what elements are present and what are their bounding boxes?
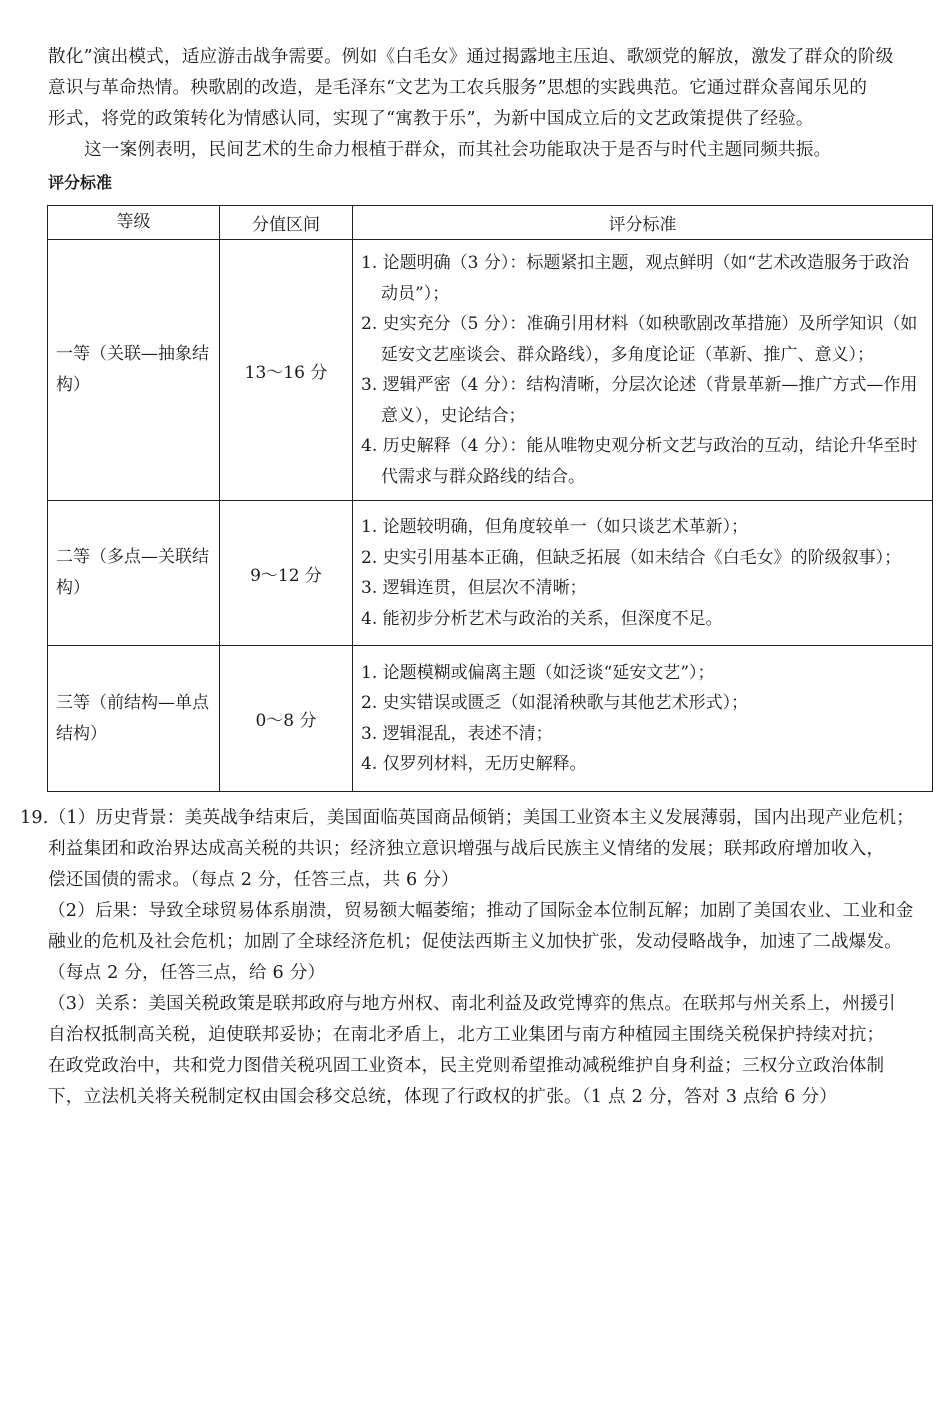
- question-19-answer: [20, 803, 936, 1113]
- conclusion-line: 这一案例表明，民间艺术的生命力根植于群众，而其社会功能取决于是否与时代主题同频共振。: [84, 140, 832, 160]
- table-row: [48, 240, 933, 501]
- criteria-item: 3. 逻辑混乱，表述不清；: [361, 723, 553, 744]
- criteria-item: 4. 能初步分析艺术与政治的关系，但深度不足。: [361, 608, 723, 629]
- criteria-item: 1. 论题明确（3 分）：标题紧扣主题，观点鲜明（如“艺术改造服务于政治动员”）；: [361, 253, 910, 304]
- answer-line: 在政党政治中，共和党力图借关税巩固工业资本，民主党则希望推动减税维护自身利益；三权分立政治体制: [48, 1056, 885, 1076]
- criteria-cell: [353, 240, 933, 501]
- answer-line: 利益集团和政治界达成高关税的共识；经济独立意识增强与战后民族主义情绪的发展；联邦政府增加收入，: [48, 839, 885, 859]
- intro-line: 意识与革命热情。秧歌剧的改造，是毛泽东“文艺为工农兵服务”思想的实践典范。它通过群众喜闻乐见的: [48, 78, 868, 98]
- answer-line: 下，立法机关将关税制定权由国会移交总统，体现了行政权的扩张。（1 点 2 分，答对 3 点给 6 分）: [48, 1087, 838, 1107]
- table-header-row: [48, 206, 933, 240]
- answer-line: 偿还国债的需求。（每点 2 分，任答三点，共 6 分）: [48, 870, 459, 890]
- section-title: 评分标准: [48, 173, 113, 192]
- header-range: 分值区间: [220, 206, 353, 240]
- answer-line: （每点 2 分，任答三点，给 6 分）: [48, 963, 326, 983]
- table-row: [48, 646, 933, 792]
- criteria-item: 2. 史实错误或匮乏（如混淆秧歌与其他艺术形式）；: [361, 693, 749, 713]
- answer-line: 19.（1）历史背景：美英战争结束后，美国面临英国商品倾销；美国工业资本主义发展薄弱，国内出现产业危机；: [20, 808, 915, 828]
- header-criteria: 评分标准: [353, 206, 933, 240]
- criteria-cell: [353, 501, 933, 646]
- answer-line: 融业的危机及社会危机；加剧了全球经济危机；促使法西斯主义加快扩张，发动侵略战争，加速了二战爆发。: [48, 932, 903, 952]
- criteria-item: 3. 逻辑严密（4 分）：结构清晰，分层次论述（背景革新—推广方式—作用意义），史论结合；: [361, 375, 918, 426]
- answer-line: （2）后果：导致全球贸易体系崩溃，贸易额大幅萎缩；推动了国际金本位制瓦解；加剧了美国农业、工业和金: [48, 901, 914, 921]
- grading-table: [47, 205, 933, 792]
- intro-line: 形式，将党的政策转化为情感认同，实现了“寓教于乐”，为新中国成立后的文艺政策提供了经验。: [48, 109, 814, 129]
- range-cell: 9～12 分: [220, 501, 353, 646]
- level-cell: 三等（前结构—单点结构）: [48, 646, 220, 792]
- intro-paragraph: [48, 42, 934, 166]
- criteria-item: 1. 论题模糊或偏离主题（如泛谈“延安文艺”）；: [361, 662, 715, 683]
- criteria-item: 3. 逻辑连贯，但层次不清晰；: [361, 578, 587, 598]
- range-cell: 13～16 分: [220, 240, 353, 501]
- criteria-item: 4. 历史解释（4 分）：能从唯物史观分析文艺与政治的互动，结论升华至时代需求与群众路线的结合。: [361, 436, 918, 487]
- intro-line: 散化”演出模式，适应游击战争需要。例如《白毛女》通过揭露地主压迫、歌颂党的解放，激发了群众的阶级: [48, 47, 894, 67]
- answer-line: （3）关系：美国关税政策是联邦政府与地方州权、南北利益及政党博弈的焦点。在联邦与州关系上，州援引: [48, 994, 896, 1014]
- answer-line: 自治权抵制高关税，迫使联邦妥协；在南北矛盾上，北方工业集团与南方种植园主围绕关税保护持续对抗；: [48, 1025, 885, 1045]
- range-cell: 0～8 分: [220, 646, 353, 792]
- level-cell: 一等（关联—抽象结构）: [48, 240, 220, 501]
- table-row: [48, 501, 933, 646]
- criteria-item: 2. 史实引用基本正确，但缺乏拓展（如未结合《白毛女》的阶级叙事）；: [361, 547, 902, 568]
- criteria-item: 1. 论题较明确，但角度较单一（如只谈艺术革新）；: [361, 517, 749, 537]
- header-level: 等级: [48, 206, 220, 240]
- level-cell: 二等（多点—关联结构）: [48, 501, 220, 646]
- criteria-item: 4. 仅罗列材料，无历史解释。: [361, 754, 587, 774]
- criteria-item: 2. 史实充分（5 分）：准确引用材料（如秧歌剧改革措施）及所学知识（如延安文艺座谈会、群众路线），多角度论证（革新、推广、意义）；: [361, 314, 918, 365]
- criteria-cell: [353, 646, 933, 792]
